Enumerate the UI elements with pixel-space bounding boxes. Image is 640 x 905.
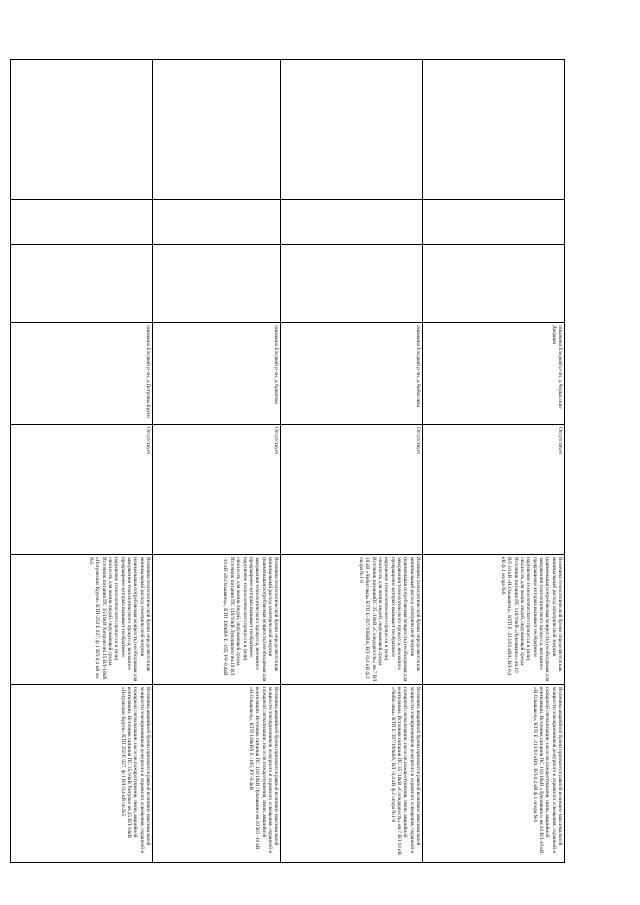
status-cell: Отсутствует [423,425,565,555]
object-cell: скважина Еледкий р-он, д.Петровы Круги [11,323,153,425]
emergency-armor-cell: Величина аварийной брони признается равной величине максимальной мощности токоприемников дежурного и охранного освещения, охранной и пожарной сигнализации, насосов пожаротушения, связи, аварийной вентиляции. Источник питания ПС 35/10кВ Хитрово яч.15 ВЛ-10кВ «Петровские Круги» КТП 250 Е 027, ф-1 ВЛ-0,4 кВ оп.№5 [11,685,153,863]
table-row [152,60,280,863]
empty-cell [11,200,153,245]
empty-cell [152,245,280,323]
tech-armor-cell: Величина технологической брони определяется как минимальный расход электрической энергии (наименьшая потребляемая мощность) необходимая для завершения технологического процесса, внезапное прекращение которых вызывает необратимое нарушение технологического процесса и (или) опасность для жизни людей, окружающей среды. Источник питанияПС 35 /10кВ «Солидарность» яч.7 ВЛ 10 кВ «Чибисовка» КТП Е-397/100кВА, ВЛ -0,4 кВ ф.2 опора №1-6 [281,555,423,685]
object-cell: скважина Еледкий р-он, д.Аркатово [152,323,280,425]
empty-cell [152,200,280,245]
emergency-armor-cell: Величина аварийной брони признается равной величине максимальной мощности токоприемников дежурного и охранного освещения, охранной и пожарной сигнализации, насосов пожаротушения, связи, аварийной вентиляции. Источник питания ПС 35 /10кВ «Солидарность» яч.7 ВЛ 10 кВ «Чибисовка» КТП Е-397/100кВА, ВЛ -0,4 кВ ф.2 опора №1-6 [281,685,423,863]
table-row [281,60,423,863]
status-cell: Отсутствует [281,425,423,555]
empty-cell [423,245,565,323]
status-cell: Отсутствует [152,425,280,555]
empty-cell [11,245,153,323]
armor-table [10,59,565,863]
object-cell: скважина Еледкий р-он, д.Черкасские Дворики [423,323,565,425]
table-row [423,60,565,863]
empty-cell [281,200,423,245]
empty-cell [152,60,280,200]
status-cell: Отсутствует [11,425,153,555]
empty-cell [423,60,565,200]
tech-armor-cell: Величина технологической брони определяется как минимальный расход электрической энергии (наименьшая потребляемая мощность) необходимая для завершения технологического процесса, внезапное прекращение которых вызывает необратимое нарушение технологического процесса и (или) опасность для жизни людей, окружающей среды. Источник питания ПС 110/10кВ «Лукошкино» яч.10 ВЛ-10 кВ «Н.Ольшанец», КТП Е -213/63 кВА, ВЛ-0,4 кВ ф.1 опора №6 [423,555,565,685]
object-cell: скважина Еледкий р-он, д.Чибисовка [281,323,423,425]
empty-cell [281,245,423,323]
empty-cell [281,60,423,200]
rotated-table-page [10,59,565,862]
empty-cell [423,200,565,245]
table-row [11,60,153,863]
tech-armor-cell: Величина технологической брони определяется как минимальный расход электрической энергии (наименьшая потребляемая мощность) необходимая для завершения технологического процесса, внезапное прекращение которых вызывает необратимое нарушение технологического процесса и (или) опасность для жизни людей, окружающей среды. Источник питания ПС 110/10кВ Лукошкино яч.10 ВЛ -10 кВ «Н.Ольшанец», КТП 100кВА Е -195, РУ-0,4кВ [152,555,280,685]
tech-armor-cell: Величина технологической брони определяется как минимальный расход электрической энергии (наименьшая потребляемая мощность) необходимая для завершения технологического процесса, внезапное прекращение которых вызывает необратимое нарушение технологического процесса и (или) опасность для жизни людей, окружающей среды. Источник питания ПС 35/10кВ Хитрово яч.15 ВЛ-10кВ «Петровские Круги» КТП-250 Е 027, ф-1 ВЛ-0,4 кВ оп.№5 [11,555,153,685]
emergency-armor-cell: Величина аварийной брони признается равной величине максимальной мощности токоприемников дежурного и охранного освещения, охранной и пожарной сигнализации, насосов пожаротушения, связи, аварийной вентиляции. Источник питания ПС 110/10кВ Лукошкино яч.10 ВЛ -10 кВ «Н.Ольшанец», КТП 100кВА Е -195, РУ-0,4кВ [152,685,280,863]
empty-cell [11,60,153,200]
emergency-armor-cell: Величина аварийной брони признается равной величине максимальной мощности токоприемников дежурного и охранного освещения, охранной и пожарной сигнализации, насосов пожаротушения, связи, аварийной вентиляции. Источник питания ПС 110/10кВ «Лукошкино» яч.10 ВЛ-10 кВ «Н.Ольшанец», КТП Е -213/63 кВА, ВЛ-0,4 кВ ф.1 опора №6 [423,685,565,863]
